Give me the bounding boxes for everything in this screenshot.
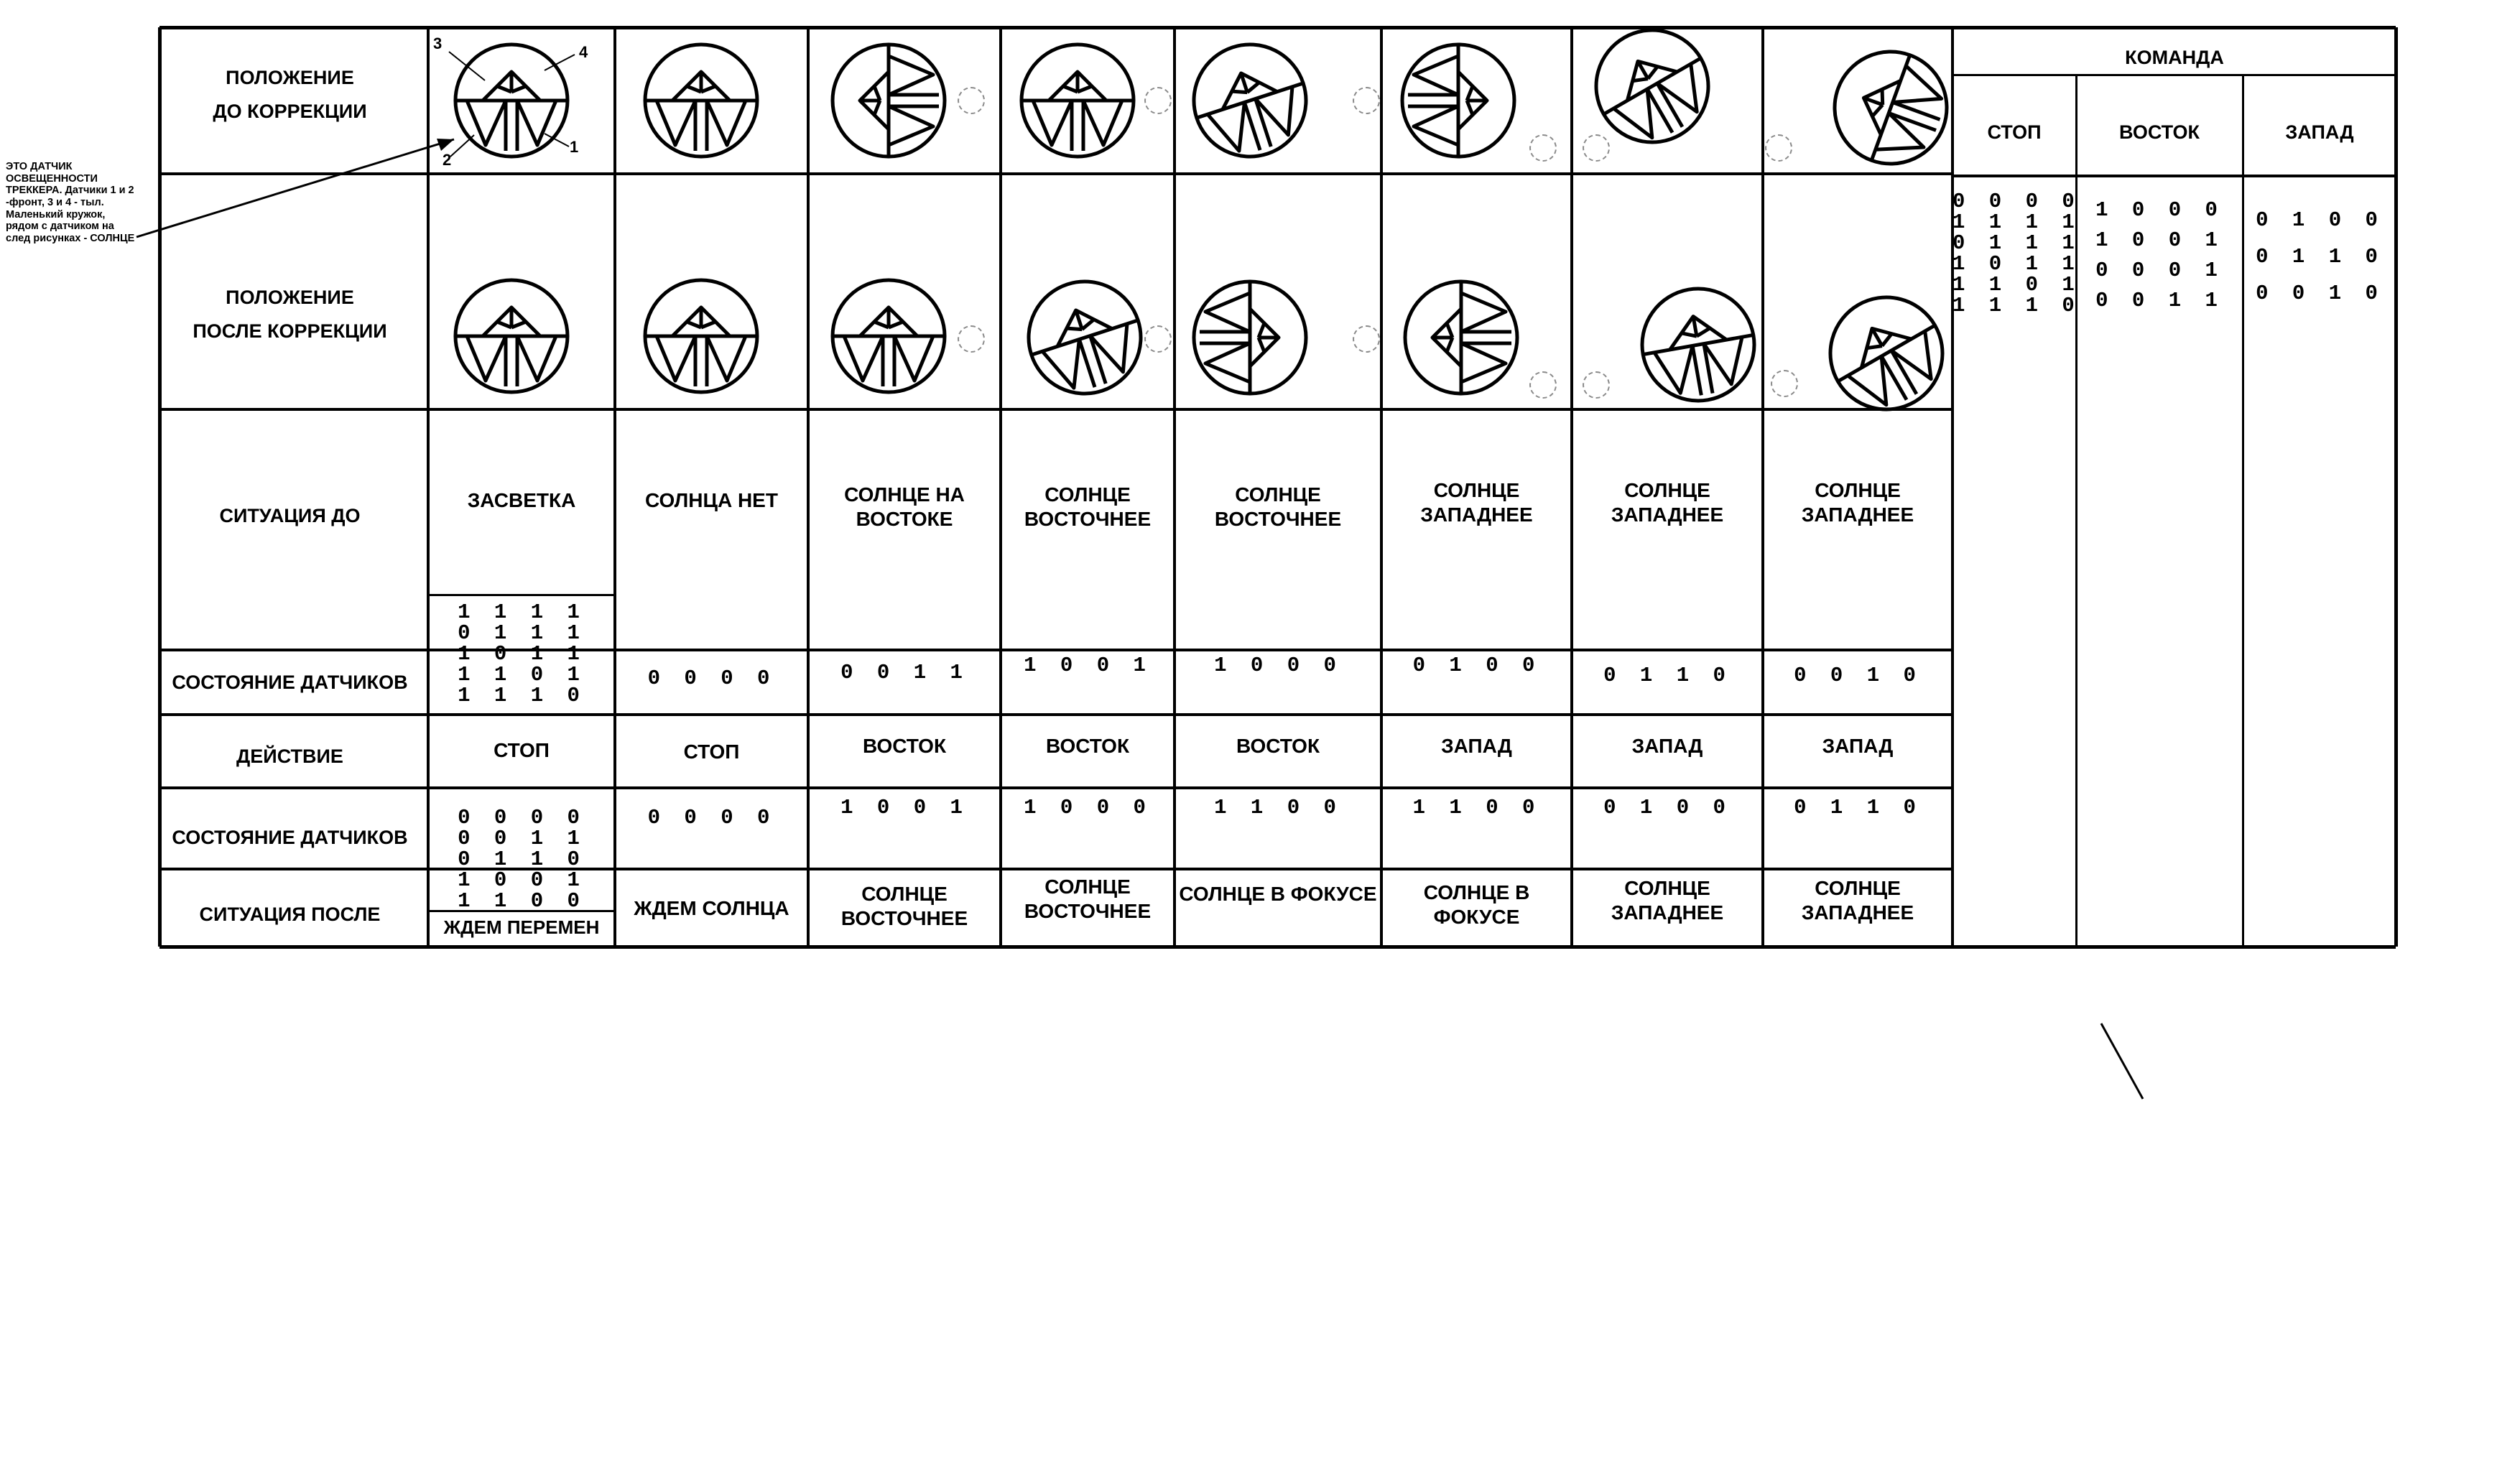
- sensors-after-cell: 0 0 0 0 0 0 1 1 0 1 1 0 1 0 0 1 1 1 0 0: [458, 806, 585, 913]
- sensor-before-2: [636, 36, 766, 165]
- command-header-west: ЗАПАД: [2285, 121, 2354, 143]
- sensors-after-cell: 1 1 0 0: [1214, 796, 1342, 819]
- sensor-after-1: [447, 271, 576, 401]
- sun-marker: [1353, 325, 1380, 353]
- situation-before-cell: СОЛНЦА НЕТ: [645, 489, 778, 511]
- sun-marker: [1144, 87, 1172, 114]
- sensor-after-8: [1822, 289, 1951, 418]
- callout-4: 4: [579, 43, 588, 61]
- sun-marker: [1583, 134, 1610, 162]
- sensors-after-cell: 1 0 0 1: [840, 796, 968, 819]
- situation-before-cell: ЗАСВЕТКА: [467, 489, 576, 511]
- sensor-before-4: [1013, 36, 1142, 165]
- row-label-situation-before: СИТУАЦИЯ ДО: [219, 505, 361, 526]
- command-values-stop: 0 0 0 0 1 1 1 1 0 1 1 1 1 0 1 1 1 1 0 1 1 1 1 0: [1952, 190, 2080, 317]
- situation-after-cell: СОЛНЦЕ ВОСТОЧНЕЕ: [1024, 876, 1152, 923]
- callout-2: 2: [443, 151, 452, 169]
- sensors-after-cell: 0 1 1 0: [1794, 796, 1922, 819]
- action-cell: ЗАПАД: [1631, 735, 1703, 757]
- situation-after-cell: ЖДЕМ ПЕРЕМЕН: [443, 916, 600, 938]
- action-cell: СТОП: [494, 739, 550, 761]
- sun-marker: [958, 325, 985, 353]
- callout-1: 1: [570, 138, 579, 156]
- situation-after-cell: ЖДЕМ СОЛНЦА: [634, 897, 789, 919]
- action-cell: ВОСТОК: [862, 735, 947, 757]
- sensors-before-cell: 0 0 1 0: [1794, 664, 1922, 687]
- sensors-before-cell: 1 0 0 0: [1214, 654, 1342, 677]
- sun-marker: [1765, 134, 1792, 162]
- row-label-after-position: ПОЛОЖЕНИЕ ПОСЛЕ КОРРЕКЦИИ: [193, 287, 387, 342]
- row-label-sensors-after: СОСТОЯНИЕ ДАТЧИКОВ: [172, 827, 408, 848]
- action-cell: ЗАПАД: [1822, 735, 1894, 757]
- situation-before-cell: СОЛНЦЕ ЗАПАДНЕЕ: [1611, 479, 1724, 526]
- situation-before-cell: СОЛНЦЕ ЗАПАДНЕЕ: [1420, 479, 1533, 526]
- situation-after-cell: СОЛНЦЕ В ФОКУСЕ: [1179, 883, 1377, 905]
- row-label-situation-after: СИТУАЦИЯ ПОСЛЕ: [199, 904, 381, 925]
- command-header-east: ВОСТОК: [2119, 121, 2200, 143]
- sun-marker: [1529, 134, 1557, 162]
- row-label-sensors-before: СОСТОЯНИЕ ДАТЧИКОВ: [172, 672, 408, 693]
- command-title: КОМАНДА: [2125, 47, 2224, 68]
- sensors-before-cell: 1 0 0 1: [1024, 654, 1152, 677]
- row-label-action: ДЕЙСТВИЕ: [236, 746, 343, 767]
- sensor-after-7: [1634, 280, 1763, 409]
- sensors-after-cell: 1 0 0 0: [1024, 796, 1152, 819]
- situation-before-cell: СОЛНЦЕ НА ВОСТОКЕ: [844, 483, 965, 531]
- action-cell: СТОП: [683, 740, 740, 763]
- sensor-before-7: [1588, 22, 1717, 151]
- sun-marker: [1583, 371, 1610, 399]
- sensor-before-3: [824, 36, 953, 165]
- sensor-after-6: [1396, 273, 1526, 402]
- sensor-before-8: [1826, 43, 1955, 172]
- command-header-stop: СТОП: [1987, 121, 2042, 143]
- sensor-before-5: [1185, 36, 1315, 165]
- row-label-before-position: ПОЛОЖЕНИЕ ДО КОРРЕКЦИИ: [213, 67, 367, 122]
- sensor-after-5: [1185, 273, 1315, 402]
- sensors-before-cell: 0 0 1 1: [840, 661, 968, 684]
- situation-before-cell: СОЛНЦЕ ВОСТОЧНЕЕ: [1214, 483, 1342, 531]
- situation-before-cell: СОЛНЦЕ ЗАПАДНЕЕ: [1801, 479, 1914, 526]
- situation-after-cell: СОЛНЦЕ ВОСТОЧНЕЕ: [840, 883, 968, 930]
- sun-marker: [1771, 370, 1798, 397]
- sun-marker: [958, 87, 985, 114]
- callout-3: 3: [433, 34, 443, 52]
- sun-marker: [1529, 371, 1557, 399]
- action-cell: ВОСТОК: [1045, 735, 1130, 757]
- command-values-east: 1 0 0 0 1 0 0 1 0 0 0 1 0 0 1 1: [2095, 198, 2223, 313]
- sensor-after-3: [824, 271, 953, 401]
- situation-after-cell: СОЛНЦЕ ЗАПАДНЕЕ: [1801, 877, 1914, 924]
- sensor-note: ЭТО ДАТЧИК ОСВЕЩЕННОСТИ ТРЕККЕРА. Датчики 1 и 2 -фронт, 3 и 4 - тыл. Маленький кружок, рядом с датчиком на след рисунках - СОЛНЦЕ: [6, 161, 135, 245]
- sensors-before-cell: 0 1 1 0: [1603, 664, 1731, 687]
- situation-after-cell: СОЛНЦЕ В ФОКУСЕ: [1423, 881, 1530, 929]
- sun-marker: [1144, 325, 1172, 353]
- sensors-after-cell: 1 1 0 0: [1412, 796, 1541, 819]
- sun-marker: [1353, 87, 1380, 114]
- sensors-after-cell: 0 1 0 0: [1603, 796, 1731, 819]
- sensor-before-6: [1394, 36, 1523, 165]
- sensor-after-2: [636, 271, 766, 401]
- command-values-west: 0 1 0 0 0 1 1 0 0 0 1 0: [2256, 208, 2384, 305]
- sensors-before-cell: 0 1 0 0: [1412, 654, 1541, 677]
- sensors-after-cell: 0 0 0 0: [647, 806, 776, 830]
- action-cell: ЗАПАД: [1441, 735, 1512, 757]
- action-cell: ВОСТОК: [1236, 735, 1320, 757]
- sensors-before-cell: 0 0 0 0: [647, 667, 776, 690]
- sensor-after-4: [1020, 273, 1149, 402]
- situation-after-cell: СОЛНЦЕ ЗАПАДНЕЕ: [1611, 877, 1724, 924]
- situation-before-cell: СОЛНЦЕ ВОСТОЧНЕЕ: [1024, 483, 1152, 531]
- sensors-before-cell: 1 1 1 1 0 1 1 1 1 0 1 1 1 1 0 1 1 1 1 0: [458, 600, 585, 707]
- sensor-before-1: [447, 36, 579, 165]
